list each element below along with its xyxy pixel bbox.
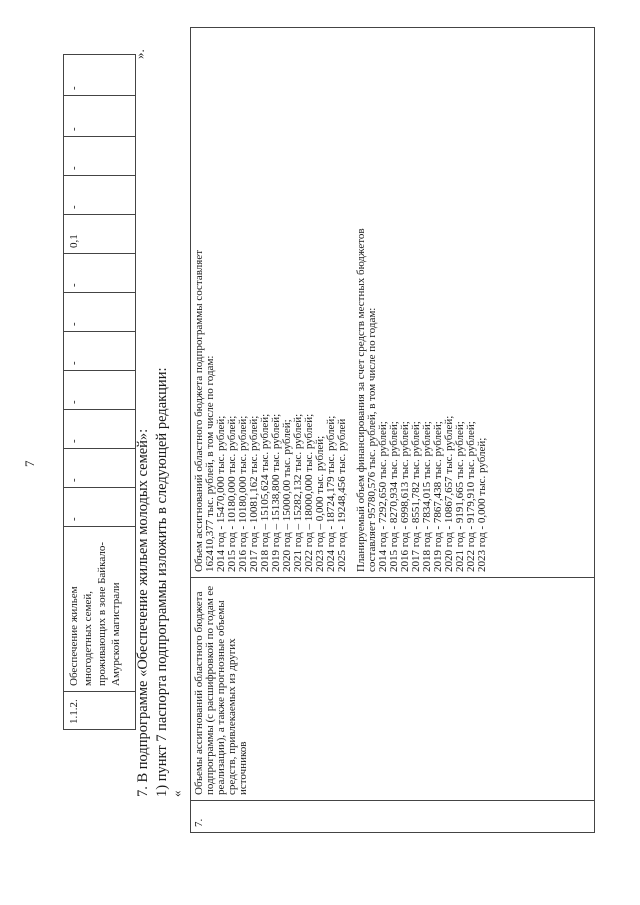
value-cell: - <box>64 371 136 410</box>
row-label: Обеспечение жильем многодетных семей, проживающих в зоне Байкало-Амурской магистрали <box>64 527 136 692</box>
table-row <box>64 55 136 730</box>
targets-table <box>63 54 136 730</box>
text-line: 2021 год – 15282,132 тыс. рублей; <box>292 413 304 572</box>
value-cell: - <box>64 137 136 176</box>
text-line: 2015 год - 8270,934 тыс. рублей; <box>388 421 400 572</box>
text-line: 2025 год - 19248,456 тыс. рублей <box>336 418 348 572</box>
text-line: 2014 год - 15470,000 тыс. рублей; <box>215 415 227 572</box>
text-line: составляет 95780,576 тыс. рублей, в том числе по годам: <box>366 307 378 572</box>
closing-quote: ». <box>132 49 147 59</box>
page-number: 7 <box>22 460 37 467</box>
table-row <box>191 28 595 833</box>
text-line: 2016 год - 6998,613 тыс. рублей; <box>399 421 411 572</box>
value-cell: - <box>64 332 136 371</box>
passport-table <box>190 27 595 833</box>
text-line: 2015 год - 10180,000 тыс. рублей; <box>226 415 238 572</box>
value-cell: - <box>64 176 136 215</box>
text-line: Планируемый объем финансирования за счет средств местных бюджетов <box>355 228 367 572</box>
text-line: 2016 год - 10180,000 тыс. рублей; <box>237 415 249 572</box>
text-line: 2020 год – 15000,00 тыс. рублей; <box>281 419 293 572</box>
value-cell: - <box>64 449 136 488</box>
text-line: 162410,377 тыс. рублей, в том числе по годам: <box>204 355 216 572</box>
section-heading <box>134 368 172 797</box>
text-line: 2020 год - 10867,657 тыс. рублей; <box>443 415 455 572</box>
text-line: 2019 год - 7867,438 тыс. рублей; <box>432 421 444 572</box>
text-line: 2017 год - 8551,782 тыс. рублей; <box>410 421 422 572</box>
value-cell: - <box>64 293 136 332</box>
funding-details <box>191 28 595 578</box>
heading-line: 7. В подпрограмме «Обеспечение жильем молодых семей»: <box>135 428 151 797</box>
row-number: 1.1.2. <box>64 692 136 730</box>
text-line: 2018 год - 7834,015 тыс. рублей; <box>421 421 433 572</box>
heading-line: 1) пункт 7 паспорта подпрограммы изложить в следующей редакции: <box>154 367 170 797</box>
value-cell: - <box>64 55 136 96</box>
value-cell: - <box>64 488 136 527</box>
text-line: 2024 год - 18724,179 тыс. рублей; <box>325 415 337 572</box>
opening-quote: « <box>169 790 184 797</box>
text-line: Объем ассигнований областного бюджета подпрограммы составляет <box>193 249 205 572</box>
text-line: 2014 год - 7292,650 тыс. рублей; <box>377 421 389 572</box>
text-line: 2017 год - 10081,162 тыс. рублей; <box>248 415 260 572</box>
text-line: 2022 год – 18000,000 тыс. рублей; <box>303 413 315 572</box>
text-line: 2023 год - 0,000 тыс. рублей; <box>476 437 488 572</box>
value-cell: 0,1 <box>64 215 136 254</box>
text-line: 2021 год - 9191,665 тыс. рублей; <box>454 421 466 572</box>
text-line: 2019 год – 15138,800 тыс. рублей; <box>270 413 282 572</box>
value-cell: - <box>64 96 136 137</box>
row-number: 7. <box>191 801 595 833</box>
text-line: 2018 год – 15105,624 тыс. рублей; <box>259 413 271 572</box>
text-line: 2023 год – 0,000 тыс. рублей; <box>314 435 326 572</box>
row-label: Объемы ассигнований областного бюджета подпрограммы (с расшифровкой по годам ее реализации), а также прогнозные объемы средств, привлекаемых из других источников <box>191 578 595 801</box>
value-cell: - <box>64 410 136 449</box>
value-cell: - <box>64 254 136 293</box>
text-line: 2022 год - 9179,910 тыс. рублей; <box>465 421 477 572</box>
